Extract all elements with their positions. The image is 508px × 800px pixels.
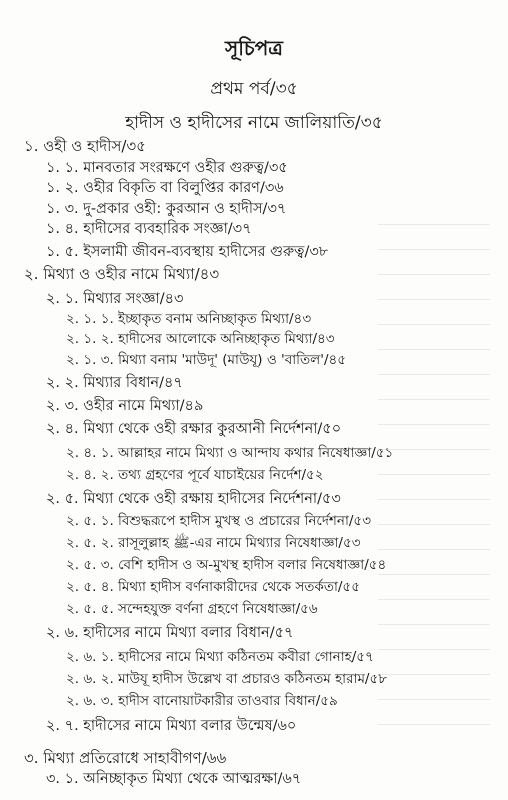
part-subtitle: হাদীস ও হাদীসের নামে জালিয়াতি/৩৫ [125, 113, 383, 133]
toc-entry: ২. ৬. হাদীসের নামে মিথ্যা বলার বিধান/৫৭ [46, 625, 294, 641]
toc-entry: ৩. মিথ্যা প্রতিরোধে সাহাবীগণ/৬৬ [24, 749, 227, 767]
toc-entry: ২. মিথ্যা ও ওহীর নামে মিথ্যা/৪৩ [24, 265, 220, 283]
toc-entry: ২. ৪. ১. আল্লাহর নামে মিথ্যা ও আন্দায কথার নিষেধাজ্ঞা/৫১ [66, 445, 394, 461]
toc-entry: ১. ৪. হাদীসের ব্যবহারিক সংজ্ঞা/৩৭ [46, 221, 252, 237]
part-title: প্রথম পর্ব/৩৫ [210, 79, 298, 99]
toc-entry: ২. ৫. ৪. মিথ্যা হাদীস বর্ণনাকারীদের থেকে সতর্কতা/৫৫ [66, 579, 360, 595]
toc-entry: ২. ৬. ১. হাদীসের নামে মিথ্যা কঠিনতম কবীরা গোনাহ/৫৭ [66, 649, 374, 665]
toc-entry: ২. ২. মিথ্যার বিধান/৪৭ [46, 375, 183, 391]
toc-entry: ২. ৫. মিথ্যা থেকে ওহী রক্ষায় হাদীসের নির্দেশনা/৫৩ [46, 491, 341, 507]
toc-entry: ২. ৩. ওহীর নামে মিথ্যা/৪৯ [46, 398, 204, 414]
toc-entry: ১. ১. মানবতার সংরক্ষণে ওহীর গুরুত্ব/৩৫ [46, 160, 288, 176]
toc-entry: ২. ৪. মিথ্যা থেকে ওহী রক্ষার কুরআনী নির্দেশনা/৫০ [46, 421, 342, 437]
toc-entry: ২. ৬. ২. মাউযূ হাদীস উল্লেখ বা প্রচারও কঠিনতম হারাম/৫৮ [66, 671, 388, 687]
toc-entry: ২. ৫. ৫. সন্দেহযুক্ত বর্ণনা গ্রহণে নিষেধাজ্ঞা/৫৬ [66, 601, 318, 617]
toc-entry: ২. ১. ১. ইচ্ছাকৃত বনাম অনিচ্ছাকৃত মিথ্যা/৪৩ [66, 311, 312, 327]
toc-entry: ২. ১. ৩. মিথ্যা বনাম 'মাউদূ' (মাউযূ) ও 'বাতিল'/৪৫ [66, 352, 347, 368]
toc-entry: ১. ওহী ও হাদীস/৩৫ [24, 137, 146, 155]
toc-entry: ২. ৫. ৩. বেশি হাদীস ও অ-মুখস্থ হাদীস বলার নিষেধাজ্ঞা/৫৪ [66, 557, 387, 573]
toc-entry: ২. ১. ২. হাদীসের আলোকে অনিচ্ছাকৃত মিথ্যা/৪৩ [66, 331, 335, 347]
toc-entry: ১. ৫. ইসলামী জীবন-ব্যবস্থায় হাদীসের গুরুত্ব/৩৮ [46, 244, 329, 260]
toc-entry: ২. ১. মিথ্যার সংজ্ঞা/৪৩ [46, 291, 184, 307]
page-title: সূচিপত্র [225, 36, 283, 60]
toc-entry: ২. ৭. হাদীসের নামে মিথ্যা বলার উন্মেষ/৬০ [46, 718, 297, 734]
toc-entry: ২. ৫. ২. রাসূলুল্লাহ ﷺ-এর নামে মিথ্যার নিষেধাজ্ঞা/৫৩ [66, 535, 361, 551]
toc-entry: ১. ২. ওহীর বিকৃতি বা বিলুপ্তির কারণ/৩৬ [46, 180, 284, 196]
toc-entry: ২. ৫. ১. বিশুদ্ধরূপে হাদীস মুখস্থ ও প্রচারের নির্দেশনা/৫৩ [66, 513, 371, 529]
toc-entry: ৩. ১. অনিচ্ছাকৃত মিথ্যা থেকে আত্মরক্ষা/৬৭ [46, 771, 302, 787]
toc-entry: ১. ৩. দু-প্রকার ওহী: কুরআন ও হাদীস/৩৭ [46, 201, 287, 217]
toc-entry: ২. ৪. ২. তথ্য গ্রহণের পূর্বে যাচাইয়ের নির্দেশ/৫২ [66, 467, 324, 483]
toc-entry: ২. ৬. ৩. হাদীস বানোয়াটকারীর তাওবার বিধান/৫৯ [66, 693, 338, 709]
